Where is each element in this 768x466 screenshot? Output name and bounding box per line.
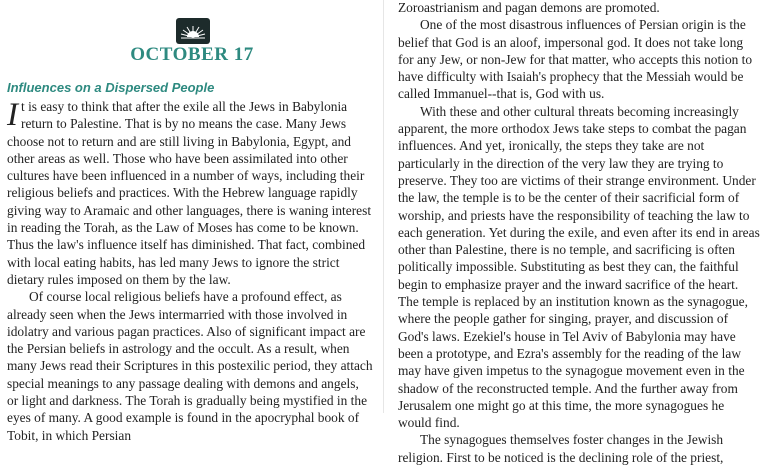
left-page	[0, 0, 384, 443]
drop-cap: I	[7, 97, 18, 133]
paragraph: With these and other cultural threats becoming increasingly apparent, the more orthodox Jews take steps to combat the pagan influences. And yet, ironically, the steps they take are not particularly in the direction of the very law they are trying to preserve. They too are victims of their strange environment. Under the law, the temple is to be the center of their sacrificial form of worship, and priests have the responsibility of teaching the law to each generation. Yet during the exile, and even after its end in areas other than Palestine, there is no temple, and sacrificing is often politically impossible. Substituting as best they can, the faithful begin to emphasize prayer and the inward sacrifice of the heart. The temple is replaced by an institution known as the synagogue, where the people gather for singing, prayer, and discussion of God's laws. Ezekiel's house in Tel Aviv of Babylonia may have been a prototype, and Ezra's assembly for the reading of the law may have given impetus to the synagogue movement even in the shadow of the reconstructed temple. And the further away from Jerusalem one might go at this time, the more synagogues he would find.	[398, 103, 760, 431]
right-page	[384, 0, 768, 465]
paragraph: Zoroastrianism and pagan demons are promoted.	[398, 0, 660, 15]
sunrise-ornament-icon	[176, 18, 210, 44]
paragraph-text: t is easy to think that after the exile all the Jews in Babylonia return to Palestine. That is by no means the case. Many Jews choose not to return and are still living in Babylonia, Egypt, and other areas as well. Those who have been assimilated into other cultures have been influenced in a number of ways, including their religious beliefs and practices. With the Hebrew language rapidly giving way to Aramaic and other languages, there is waning interest in reading the Torah, as the Law of Moses has come to be known. Thus the law's influence itself has diminished. That fact, combined with local eating habits, has led many Jews to ignore the strict dietary rules imposed on them by the law.	[7, 99, 372, 287]
paragraph: The synagogues themselves foster changes in the Jewish religion. First to be noticed is the declining role of the priest,	[398, 432, 724, 465]
right-text-column	[398, 0, 760, 466]
left-text-column	[7, 98, 373, 444]
paragraph: One of the most disastrous influences of Persian origin is the belief that God is an aloof, impersonal god. It does not take long for any Jew, or non-Jew for that matter, who accepts this notion to have difficulty with Isaiah's prophecy that the Messiah would be called Immanuel--that is, God with us.	[398, 17, 753, 102]
section-heading: Influences on a Dispersed People	[7, 80, 215, 95]
paragraph: Of course local religious beliefs have a profound effect, as already seen when the Jews intermarried with those involved in idolatry and various pagan practices. Also of significant impact are the Persian beliefs in astrology and the occult. As a result, when many Jews read their Scriptures in this postexilic period, they attach special meanings to any passage dealing with demons and angels, or light and darkness. The Torah is gradually being mystified in the eyes of many. A good example is found in the apocryphal book of Tobit, in which Persian	[7, 289, 373, 443]
paragraph	[7, 98, 373, 288]
page-date: OCTOBER 17	[130, 44, 254, 65]
